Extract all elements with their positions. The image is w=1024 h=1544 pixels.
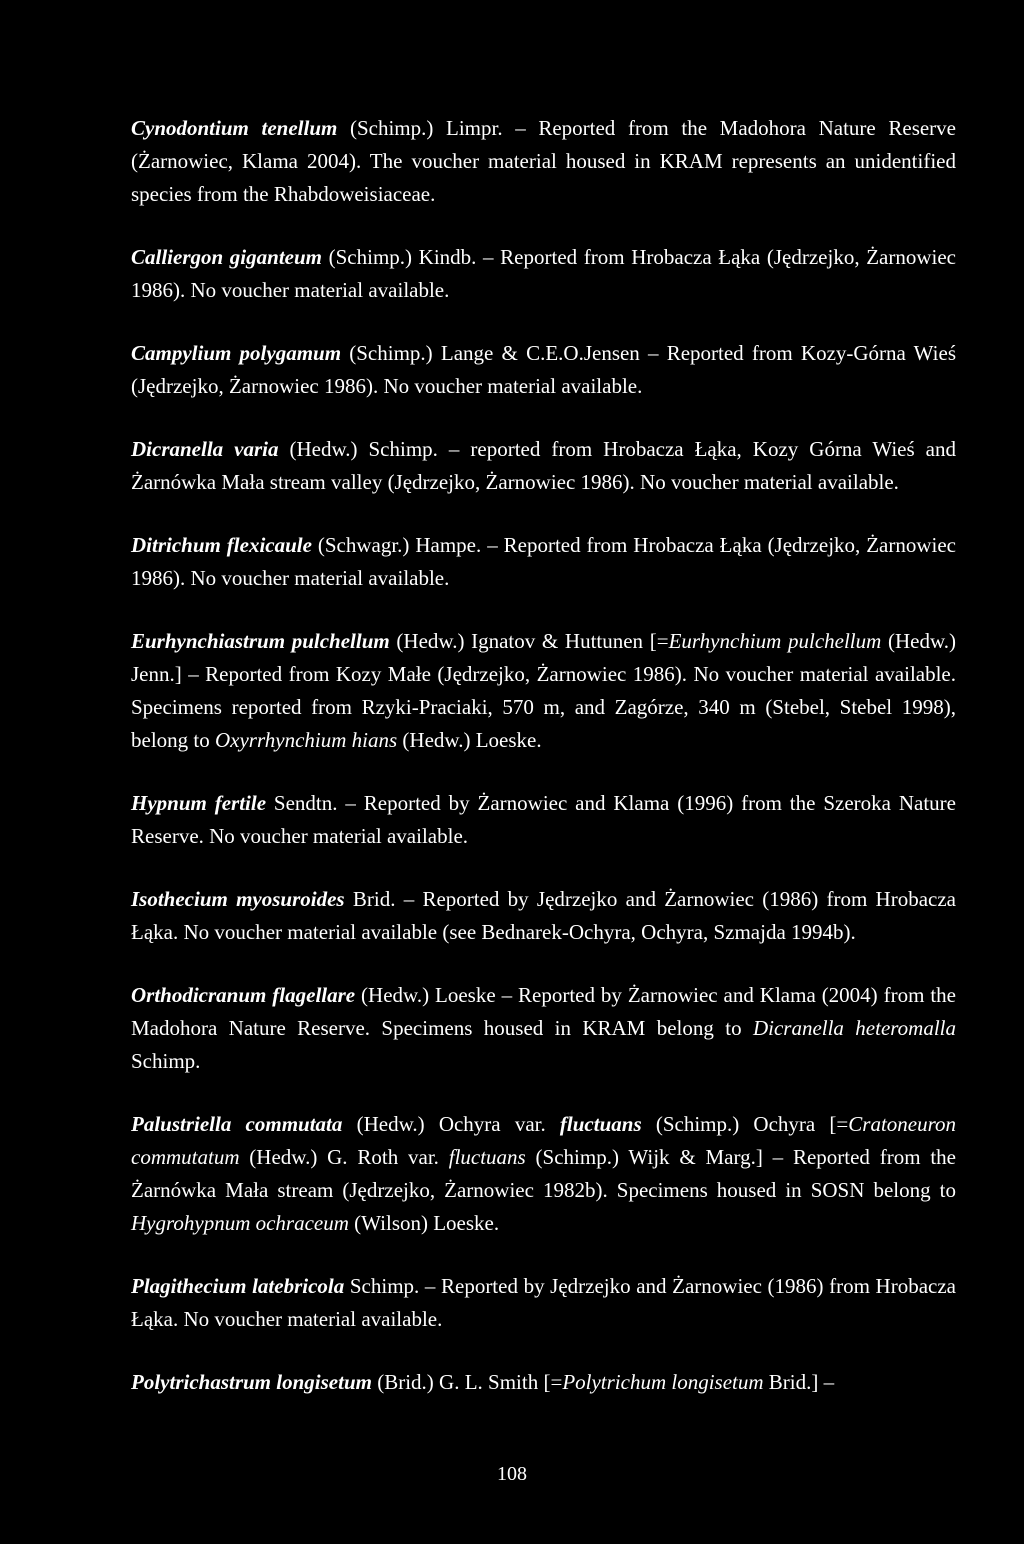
entry-text: (Wilson) Loeske. bbox=[348, 1211, 500, 1235]
species-name: Cynodontium tenellum bbox=[131, 116, 338, 140]
entry-text: (Brid.) G. L. Smith [= bbox=[371, 1370, 563, 1394]
species-name: Polytrichastrum longisetum bbox=[131, 1370, 372, 1394]
species-entry bbox=[131, 433, 956, 499]
species-entry bbox=[131, 979, 956, 1078]
entry-text: (Schimp.) Kindb. – Reported from Hrobacza Łąka (Jędrzejko, Żarnowiec 1986). No voucher material available. bbox=[131, 245, 956, 302]
species-entry bbox=[131, 883, 956, 949]
entry-text: (Schwagr.) Hampe. – Reported from Hrobacza Łąka (Jędrzejko, Żarnowiec 1986). No voucher material available. bbox=[131, 533, 956, 590]
entry-text: (Hedw.) Jenn.] – Reported from Kozy Małe (Jędrzejko, Żarnowiec 1986). No voucher material available. Specimens reported from Rzyki-Praciaki, 570 m, and Zagórze, 340 m (Stebel, Stebel 1998), belong to bbox=[131, 629, 956, 752]
species-name: Plagithecium latebricola bbox=[131, 1274, 345, 1298]
entry-text: (Hedw.) Loeske – Reported by Żarnowiec and Klama (2004) from the Madohora Nature Reserve. Specimens housed in KRAM belong to bbox=[131, 983, 957, 1040]
entry-text: (Hedw.) Loeske. bbox=[397, 728, 542, 752]
synonym-name: Oxyrrhynchium hians bbox=[215, 728, 398, 752]
species-name: Isothecium myosuroides bbox=[131, 887, 345, 911]
entry-text: (Schimp.) Limpr. – Reported from the Madohora Nature Reserve (Żarnowiec, Klama 2004). The voucher material housed in KRAM represents an unidentified species from the Rhabdoweisiaceae. bbox=[131, 116, 956, 206]
synonym-name: Dicranella heteromalla bbox=[752, 1016, 957, 1040]
synonym-name: Cratoneuron commutatum bbox=[131, 1112, 956, 1169]
species-list bbox=[131, 112, 956, 1399]
entry-text: Brid. – Reported by Jędrzejko and Żarnowiec (1986) from Hrobacza Łąka. No voucher material available (see Bednarek-Ochyra, Ochyra, Szmajda 1994b). bbox=[131, 887, 956, 944]
species-entry bbox=[131, 112, 956, 211]
synonym-name: Eurhynchium pulchellum bbox=[668, 629, 882, 653]
species-entry bbox=[131, 241, 956, 307]
entry-text: Schimp. bbox=[131, 1049, 201, 1073]
species-entry bbox=[131, 787, 956, 853]
species-entry bbox=[131, 1108, 956, 1240]
entry-text: (Hedw.) G. Roth var. bbox=[239, 1145, 449, 1169]
species-name: Calliergon giganteum bbox=[131, 245, 322, 269]
species-entry bbox=[131, 1270, 956, 1336]
species-name: Ditrichum flexicaule bbox=[131, 533, 312, 557]
species-entry bbox=[131, 337, 956, 403]
species-name: Eurhynchiastrum pulchellum bbox=[131, 629, 390, 653]
species-entry bbox=[131, 625, 956, 757]
species-name: Orthodicranum flagellare bbox=[131, 983, 356, 1007]
entry-text: (Hedw.) Ochyra var. bbox=[342, 1112, 560, 1136]
species-name: Hypnum fertile bbox=[131, 791, 267, 815]
entry-text: Schimp. – Reported by Jędrzejko and Żarnowiec (1986) from Hrobacza Łąka. No voucher material available. bbox=[131, 1274, 956, 1331]
entry-text: (Schimp.) Lange & C.E.O.Jensen – Reported from Kozy-Górna Wieś (Jędrzejko, Żarnowiec 1986). No voucher material available. bbox=[131, 341, 956, 398]
entry-text: (Schimp.) Ochyra [= bbox=[641, 1112, 849, 1136]
species-name: Dicranella varia bbox=[131, 437, 279, 461]
entry-text: Brid.] – bbox=[763, 1370, 835, 1394]
entry-text: (Hedw.) Schimp. – reported from Hrobacza Łąka, Kozy Górna Wieś and Żarnówka Mała stream valley (Jędrzejko, Żarnowiec 1986). No voucher material available. bbox=[131, 437, 956, 494]
variety-name: fluctuans bbox=[448, 1145, 526, 1169]
entry-text: (Schimp.) Wijk & Marg.] – Reported from the Żarnówka Mała stream (Jędrzejko, Żarnowiec 1982b). Specimens housed in SOSN belong to bbox=[131, 1145, 957, 1202]
synonym-name: Polytrichum longisetum bbox=[562, 1370, 764, 1394]
species-name: Campylium polygamum bbox=[131, 341, 342, 365]
species-entry bbox=[131, 529, 956, 595]
page-number: 108 bbox=[497, 1463, 527, 1485]
synonym-name: Hygrohypnum ochraceum bbox=[131, 1211, 349, 1235]
species-entry bbox=[131, 1366, 956, 1399]
entry-text: (Hedw.) Ignatov & Huttunen [= bbox=[389, 629, 669, 653]
variety-name: fluctuans bbox=[559, 1112, 642, 1136]
entry-text: Sendtn. – Reported by Żarnowiec and Klama (1996) from the Szeroka Nature Reserve. No voucher material available. bbox=[131, 791, 956, 848]
species-name: Palustriella commutata bbox=[131, 1112, 343, 1136]
